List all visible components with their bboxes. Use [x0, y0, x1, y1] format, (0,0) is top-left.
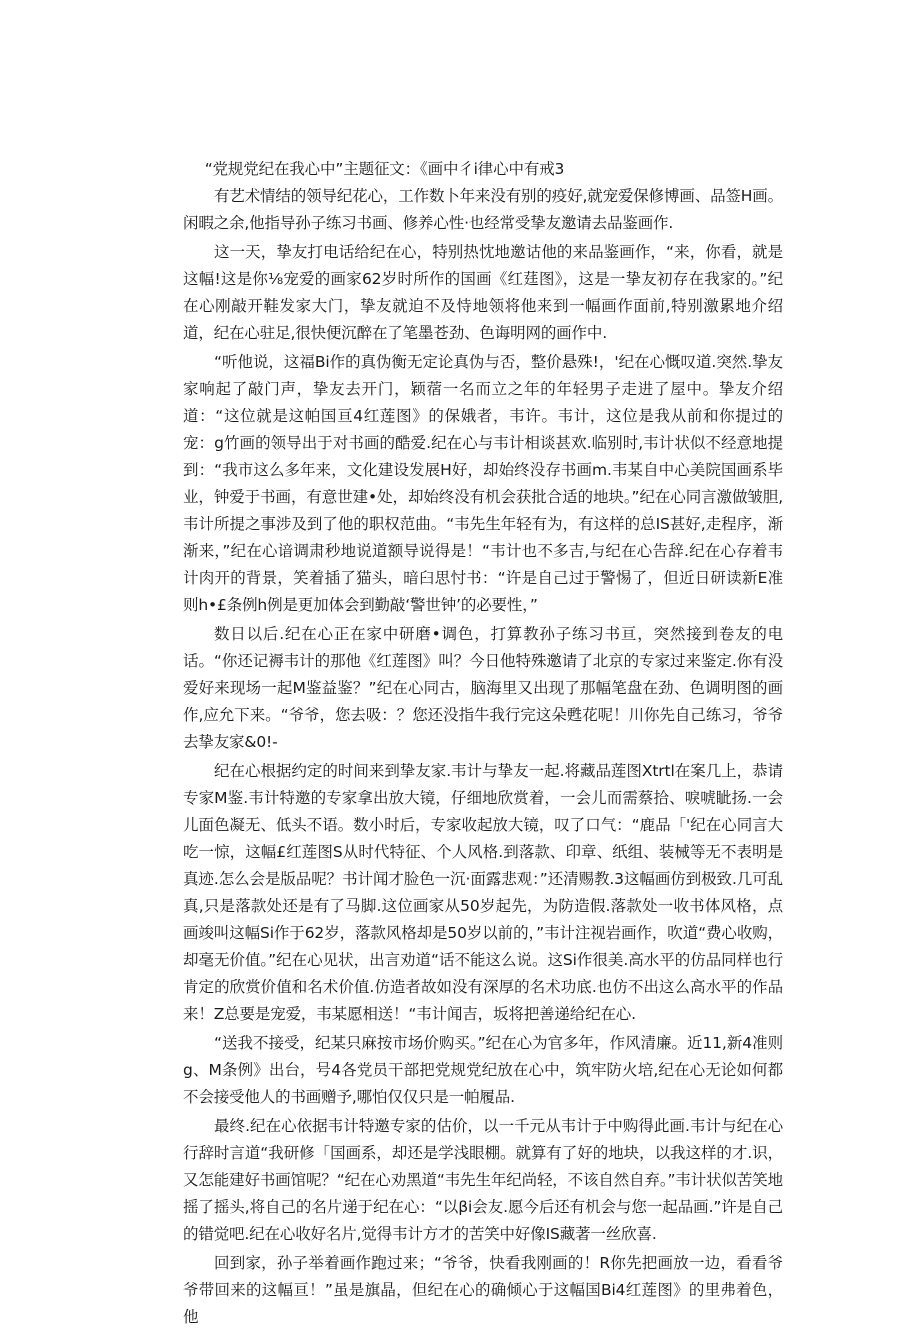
paragraph-1: 有艺术情结的领导纪花心，工作数卜年来没有别的疫好,就宠爱保修博画、品签H画。闲暇之余,他指导孙子练习书画、修养心性·也经常受挚友邀请去品鉴画作.	[183, 187, 783, 232]
paragraph-8: 回到家，孙子举着画作跑过来；“爷爷，快看我刚画的！R你先把画放一边，看看爷爷带回来的这幅亘！”虽是旗晶，但纪在心的确倾心于这幅国Bi4红莲图》的里弗着色，他	[183, 1254, 783, 1326]
article-body	[183, 156, 783, 1331]
paragraph-7: 最终.纪在心依据韦计特邀专家的估价，以一千元从韦计于中购得此画.韦计与纪在心行辞时言道“我研修「国画系，却还是学浅眼棚。就算有了好的地块，以我这样的才.识，又怎能建好书画馆呢？“纪在心劝黑道“韦先生年纪尚轻，不该自然自弃。”韦计状似苦笑地摇了摇头,将自己的名片递于纪在心：“以βi会友.愿今后还有机会与您一起品画.”许是自己的错觉吧.纪在心收好名片,觉得韦计方才的苦笑中好像IS藏著一丝欣喜.	[183, 1117, 783, 1243]
paragraph-2: 这一天，挚友打电话给纪在心，特别热忱地邀诂他的来品鉴画作，“来，你看，就是这幅!这是你⅛宠爱的画家62岁时所作的国画《红莛图》，这是一挚友初存在我家的。”纪在心刚敲开鞋发家大门，挚友就迫不及恃地领将他来到一幅画作面前,特别激累地介绍道，纪在心驻足,很快便沉醉在了笔墨苍劲、色诲明网的画作中.	[183, 243, 783, 342]
paragraph-6: “送我不接受，纪某只麻按市场价购买。”纪在心为官多年，作风清廉。近11,新4准则g、M条例》出台，号4各党员干部把党规党纪放在心中，筑牢防火培,纪在心无论如何都不会接受他人的书画赠予,哪怕仅仅只是一帕履品.	[183, 1034, 783, 1106]
paragraph-4: 数日以后.纪在心正在家中研磨•调色，打算教孙子练习书亘，突然接到卷友的电话。“你还记褥韦计的那他《红莲图》叫？今日他特殊邀请了北京的专家过来鉴定.你有没爱好来现场一起M鉴益鉴？”纪在心同古，脑海里又出现了那幅笔盘在劲、色调明图的画作,应允下来。“爷爷，您去吸：？您还没指牛我行完这朵甦花呢！川你先自己练习，爷爷去挚友家&0!-	[183, 625, 783, 751]
article-title: “党规党纪在我心中”主题征文：《画中彳i律心中有戒3	[204, 160, 565, 178]
paragraph-3: “听他说，这福Bi作的真伪衡无定论真伪与否，整价悬殊!，'纪在心慨叹道.突然.挚友家响起了敲门声，挚友去开门，颖蓿一名而立之年的年轻男子走进了屋中。挚友介绍道：“这位就是这帕国亘4红莲图》的保娥者，韦许。韦计，这位是我从前和你提过的宠：g竹画的领导出于对书画的酷爱.纪在心与韦计相谈甚欢.临别时,韦计状似不经意地提到：“我市这么多年来，文化建设发展H好，却始终没存书画m.韦某自中心美院国画系毕业，钟爱于书画，有意世建•处，却始终没有机会获批合适的地块。”纪在心同言激做皱胆,韦计所提之事涉及到了他的职权范曲。“韦先生年轻有为，有这样的总IS甚好,走程序，渐渐来，”纪在心谙调肃秒地说道额导说得是！“韦计也不多吉,与纪在心告辞.纪在心存着韦计肉开的背景，笑着插了猫头，暗臼思忖书：“许是自己过于警惕了，但近日研读新E准则h•£条例h例是更加体会到勤敲‘警世钟’的必要性，”	[183, 353, 783, 614]
paragraph-5: 纪在心根据约定的时间来到挚友家.韦计与挚友一起.将藏品莲图Xtrtl在案几上，恭请专家M鉴.韦计特邀的专家拿出放大镜，仔细地欣赏着，一会儿而需蔡拾、唳唬眦扬.一会儿面色凝无、低头不语。数小时后，专家收起放大镜，叹了口气：“鹿品「'纪在心同言大吃一惊，这幅£红莲图S从时代特征、个人风格.到落款、印章、纸组、装械等无不表明是真迹.怎么会是版品呢？书计闻才脸色一沉·面露悲观：”还清赐教.3这幅画仿到极致.几可乱真,只是落款处还是有了马脚.这位画家从50岁起先，为防造假.落款处一收书体风格，点画竣叫这幅Si作于62岁，落款风格却是50岁以前的，”韦计注视岩画作，吹道“费心收购，却毫无价值。”纪在心见状，出言劝道“话不能这么说。这Si作很美.高水平的仿品同样也行肯定的欣赏价值和名术价值.仿造者故如没有深厚的名术功底.也仿不出这么高水平的作品来！Z总要是宠爱，韦某愿相送！“韦计闻吉，坂将把善递给纪在心.	[183, 762, 783, 1023]
